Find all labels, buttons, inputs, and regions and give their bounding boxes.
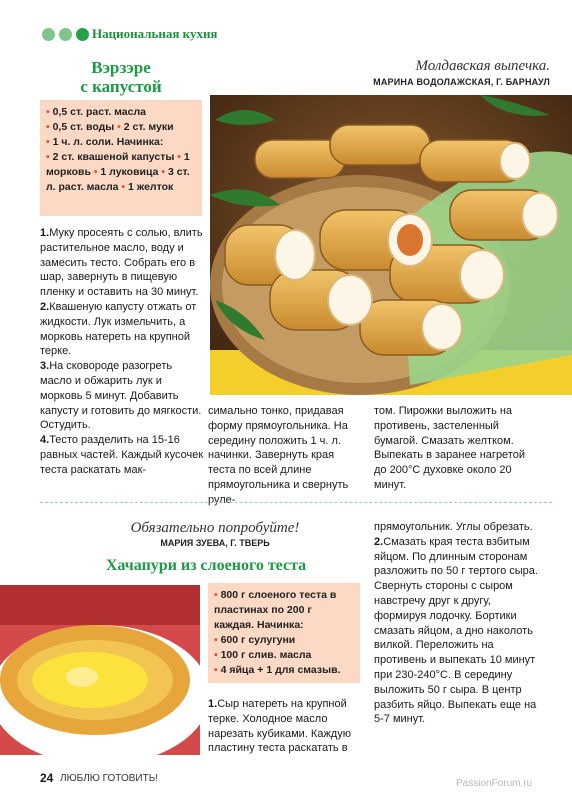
ingredient: 600 г сулугуни — [220, 634, 296, 646]
step-number: 3. — [40, 360, 50, 373]
recipe2-title: Хачапури из слоеного теста — [105, 557, 307, 574]
ingredient: 4 яйца + 1 для смазыв. — [220, 664, 341, 676]
ingredient: 0,5 ст. раст. масла — [52, 106, 146, 118]
step-number: 2. — [374, 535, 384, 548]
recipe2-author: МАРИЯ ЗУЕВА, Г. ТВЕРЬ — [160, 538, 270, 548]
step — [374, 535, 544, 727]
recipe2-ingredients: • 800 г слоеного теста в пластинах по 200 г каждая. Начинка: • 600 г сулугуни • 100 г слив. масла • 4 яйца + 1 для смазыв. — [208, 583, 360, 683]
step-number: 1. — [40, 227, 50, 239]
step-text: Сыр натереть на крупной терке. Холодное масло нарезать кубиками. Каждую пластину теста раскатать в — [208, 698, 351, 755]
step — [40, 433, 204, 477]
recipe1-subtitle: Молдавская выпечка. — [415, 58, 550, 74]
magazine-name: ЛЮБЛЮ ГОТОВИТЬ! — [60, 773, 159, 784]
ingredient: 2 ст. муки — [123, 121, 174, 133]
ingredient: 100 г слив. масла — [220, 649, 312, 661]
recipe1-title — [56, 58, 186, 96]
step-number: 2. — [40, 300, 50, 313]
step — [40, 300, 204, 359]
circle-dot-icon — [76, 28, 89, 41]
step — [40, 359, 204, 433]
step-number: 4. — [40, 434, 50, 447]
recipe2-steps-col1 — [208, 697, 364, 756]
step-text: Квашеную капусту отжать от жидкости. Лук измельчить, а морковь натереть на крупной терке. — [40, 300, 197, 358]
step-text: На сковороде разогреть масло и обжарить лук и морковь 5 минут. Добавить капусту и готовить до мягкости. Остудить. — [40, 360, 202, 432]
step — [40, 226, 204, 300]
circle-dot-icon — [42, 28, 55, 41]
ingredient: 1 морковь — [46, 151, 190, 178]
section-dots — [42, 28, 89, 41]
ingredient: 0,5 ст. воды — [52, 121, 115, 133]
ingredient: 1 луковица — [100, 166, 159, 178]
ingredient: 3 ст. л. раст. масла — [46, 166, 190, 193]
pastry-photo — [210, 95, 572, 395]
step-text: прямоугольник. Углы обрезать. — [374, 521, 533, 533]
step-text: Смазать края теста взбитым яйцом. По длинным сторонам разложить по 50 г тертого сыра. Свернуть стороны с сыром навстречу друг к другу, формируя лодочку. Бортики смазать яйцом, а дно наколоть вилкой. Переложить на противень и выпекать 10 минут при 230-240°С. В середину выложить 50 г сыра. В центр разбить яйцо. Выпекать еще на 5-7 минут. — [374, 535, 538, 726]
recipe1-steps-col2: симально тонко, придавая форму прямоугольника. На середину положить 1 ч. л. начинки. Завернуть края теста по всей длине прямоугольника и свернуть руле- — [208, 405, 349, 506]
recipe1-title-line2: с капустой — [80, 77, 162, 96]
recipe1-ingredients: • 0,5 ст. раст. масла • 0,5 ст. воды • 2 ст. муки • 1 ч. л. соли. Начинка: • 2 ст. квашеной капусты • 1 морковь • 1 луковица • 3 ст. л. раст. масла • 1 желток — [40, 100, 202, 216]
recipe2-tagline: Обязательно попробуйте! — [130, 520, 300, 536]
ingredient: 1 ч. л. соли. Начинка: — [52, 136, 164, 148]
watermark: PassionForum.ru — [456, 778, 533, 789]
step-text: Муку просеять с солью, влить растительное масло, воду и замесить тесто. Собрать его в шар, завернуть в пищевую пленку и оставить на 30 минут. — [40, 227, 203, 299]
recipe1-steps-col3: том. Пирожки выложить на противень, застеленный бумагой. Смазать желтком. Выпекать в заранее нагретой до 200°С духовке около 20 минут. — [374, 405, 525, 491]
page-number: 24 — [40, 771, 54, 785]
ingredient: 800 г слоеного теста в пластинах по 200 г каждая. Начинка: — [214, 589, 337, 631]
section-divider — [40, 502, 552, 503]
section-title: Национальная кухня — [92, 26, 218, 41]
khachapuri-photo — [0, 585, 200, 755]
recipe1-author: МАРИНА ВОДОЛАЖСКАЯ, Г. БАРНАУЛ — [373, 77, 550, 87]
ingredient: 1 желток — [128, 181, 174, 193]
recipe2-steps-col2 — [374, 520, 544, 727]
recipe1-title-line1: Вэрзэре — [91, 58, 151, 77]
ingredient: 2 ст. квашеной капусты — [52, 151, 175, 163]
step-number: 1. — [208, 698, 218, 710]
recipe1-steps-col1 — [40, 226, 204, 478]
circle-dot-icon — [59, 28, 72, 41]
step-text: Тесто разделить на 15-16 равных частей. Каждый кусочек теста раскатать мак- — [40, 434, 204, 476]
